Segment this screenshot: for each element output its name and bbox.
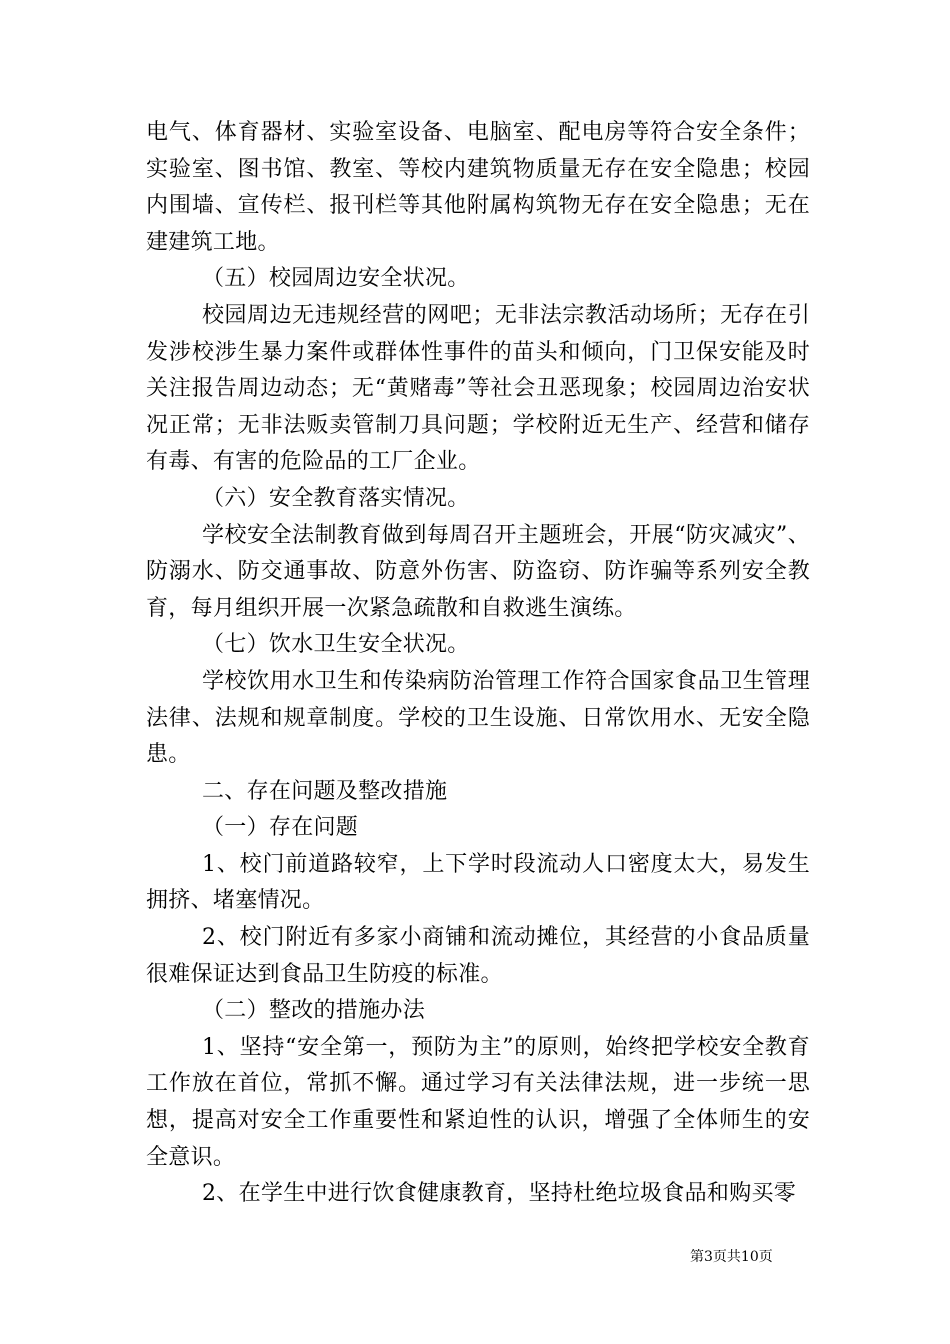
paragraph-3: 学校安全法制教育做到每周召开主题班会，开展“防灾减灾”、防溺水、防交通事故、防意外伤害、防盗窃、防诈骗等系列安全教育，每月组织开展一次紧急疏散和自救逃生演练。	[146, 522, 810, 621]
measure-item-1: 1、坚持“安全第一，预防为主”的原则，始终把学校安全教育工作放在首位，常抓不懈。通过学习有关法律法规，进一步统一思想，提高对安全工作重要性和紧迫性的认识，增强了全体师生的安全意识。	[146, 1034, 810, 1170]
subheading-problems: （一）存在问题	[202, 815, 359, 841]
chapter-heading-2: 二、存在问题及整改措施	[202, 778, 448, 804]
subheading-measures: （二）整改的措施办法	[202, 998, 426, 1024]
problem-item-1: 1、校门前道路较窄，上下学时段流动人口密度太大，易发生拥挤、堵塞情况。	[146, 851, 810, 914]
paragraph-2: 校园周边无违规经营的网吧；无非法宗教活动场所；无存在引发涉校涉生暴力案件或群体性事件的苗头和倾向，门卫保安能及时关注报告周边动态；无“黄赌毒”等社会丑恶现象；校园周边治安状况正常；无非法贩卖管制刀具问题；学校附近无生产、经营和储存有毒、有害的危险品的工厂企业。	[146, 302, 810, 475]
paragraph-4: 学校饮用水卫生和传染病防治管理工作符合国家食品卫生管理法律、法规和规章制度。学校的卫生设施、日常饮用水、无安全隐患。	[146, 668, 810, 768]
problem-item-2: 2、校门附近有多家小商铺和流动摊位，其经营的小食品质量很难保证达到食品卫生防疫的标准。	[146, 925, 810, 987]
section-heading-7: （七）饮水卫生安全状况。	[202, 632, 470, 658]
page-number-footer: 第3页共10页	[690, 1249, 773, 1265]
paragraph-1: 电气、体育器材、实验室设备、电脑室、配电房等符合安全条件；实验室、图书馆、教室、等校内建筑物质量无存在安全隐患；校园内围墙、宣传栏、报刊栏等其他附属构筑物无存在安全隐患；无在建建筑工地。	[146, 120, 810, 255]
document-body	[146, 115, 810, 1213]
section-heading-6: （六）安全教育落实情况。	[202, 485, 470, 511]
measure-item-2: 2、在学生中进行饮食健康教育，坚持杜绝垃圾食品和购买零	[202, 1181, 797, 1207]
section-heading-5: （五）校园周边安全状况。	[202, 266, 470, 292]
